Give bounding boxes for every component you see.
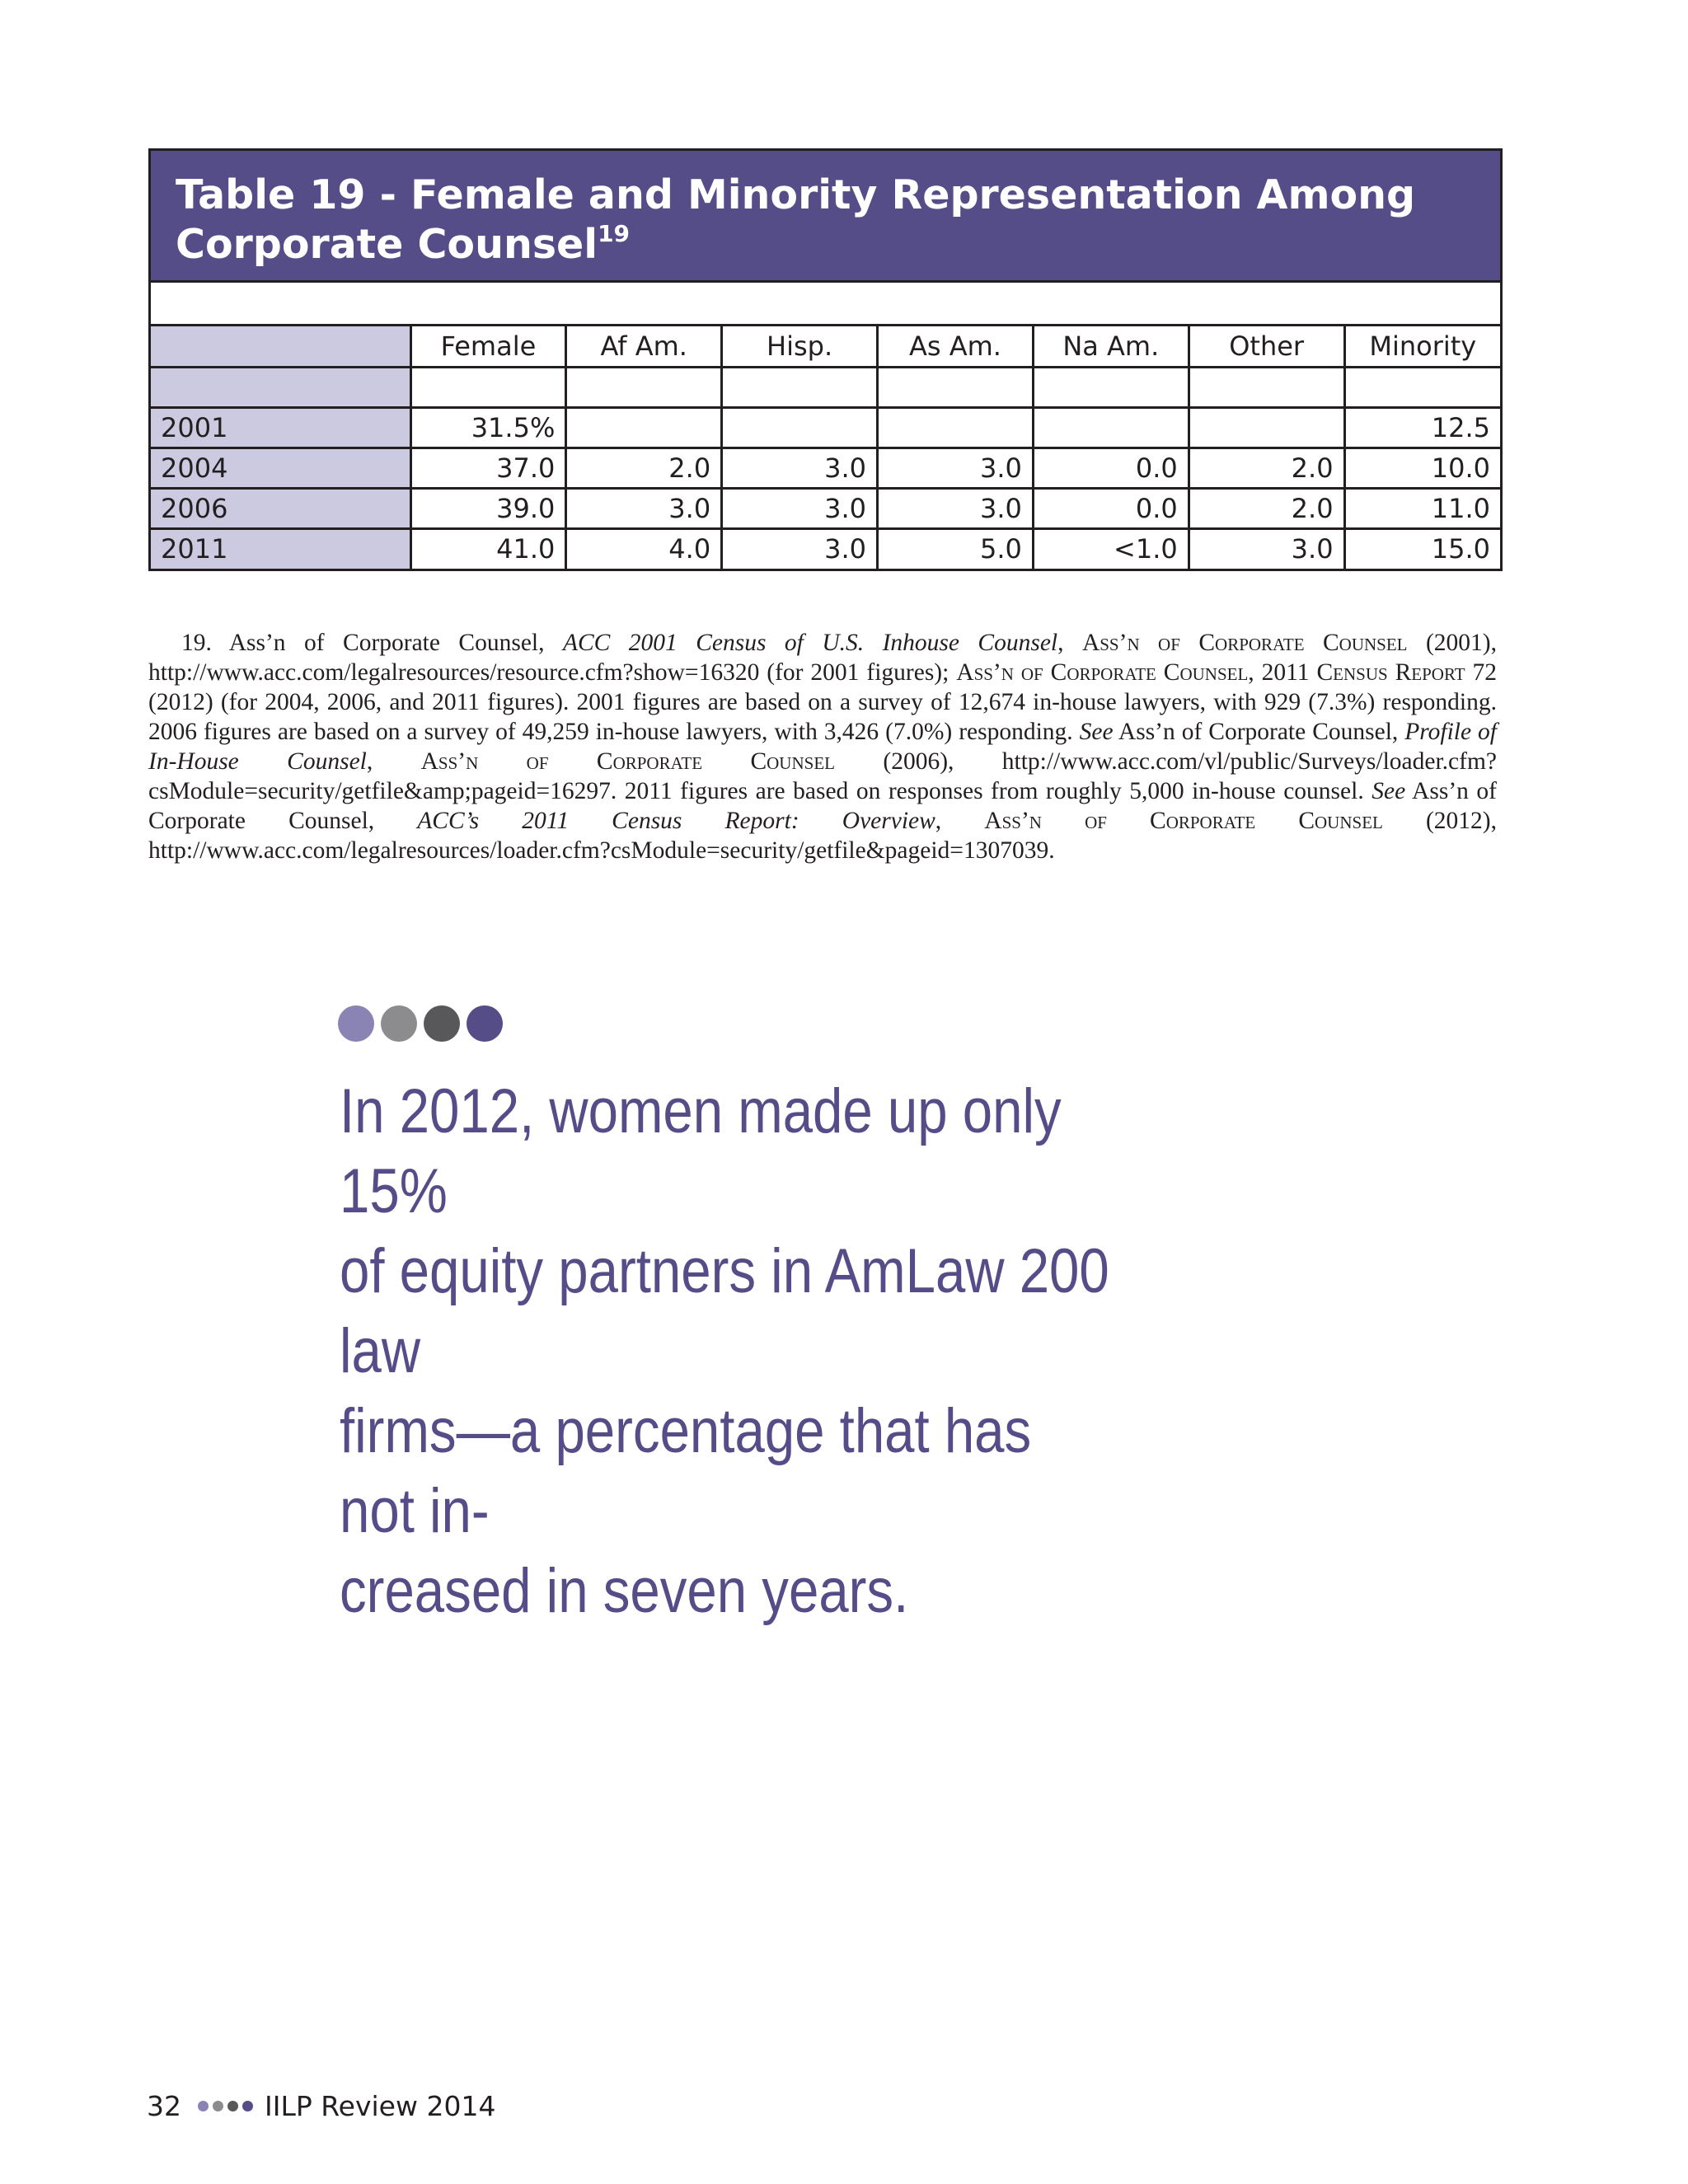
table-row (151, 488, 1500, 528)
page-number: 32 (147, 2090, 181, 2122)
pull-quote-line: creased in seven years. (340, 1556, 909, 1626)
footnote-italic: Profile of In-House Counsel (148, 719, 1497, 775)
table-cell: 11.0 (1344, 488, 1500, 528)
column-header: Minority (1344, 326, 1500, 367)
table-cell: 37.0 (410, 448, 566, 488)
column-header: Other (1189, 326, 1344, 367)
table-cell: 0.0 (1033, 488, 1189, 528)
pull-quote-line: of equity partners in AmLaw 200 law (340, 1236, 1109, 1386)
table-cell (878, 367, 1034, 407)
table-cell (1033, 367, 1189, 407)
footnote-text: , (1057, 630, 1082, 656)
footnote-smallcaps: Ass’n of Corporate Counsel, 2011 Census Report 72 (2012) (148, 659, 1497, 715)
table-cell: 31.5% (410, 407, 566, 448)
table-row (151, 528, 1500, 569)
dot-icon (338, 1005, 374, 1042)
table-cell: 41.0 (410, 528, 566, 569)
footnote-italic: See (1372, 778, 1406, 804)
column-header: Na Am. (1033, 326, 1189, 367)
column-header (151, 326, 410, 367)
table-cell: 3.0 (722, 488, 878, 528)
table-cell (722, 407, 878, 448)
row-label: 2004 (151, 448, 410, 488)
row-label (151, 367, 410, 407)
table-row (151, 367, 1500, 407)
publication-name: IILP Review 2014 (265, 2090, 496, 2122)
pull-quote-line: firms—a percentage that has not in- (340, 1396, 1032, 1546)
table-cell: 39.0 (410, 488, 566, 528)
row-label: 2011 (151, 528, 410, 569)
table-row (151, 448, 1500, 488)
page-footer (147, 2090, 495, 2122)
table-cell: 0.0 (1033, 448, 1189, 488)
table-cell (1344, 367, 1500, 407)
table-cell: <1.0 (1033, 528, 1189, 569)
footnote-smallcaps: Ass’n of Corporate Counsel (420, 748, 835, 775)
footnote-text: (for 2004, 2006, and 2011 figures). 2001 figures are based on a survey of 12,674 in-house lawyers, with 929 (7.3%) responding. 2006 figures are based on a survey of 49,259 in-house lawyers, with 3,426 (7.0%) responding. (148, 689, 1497, 745)
table-cell: 10.0 (1344, 448, 1500, 488)
dot-icon (227, 2101, 238, 2111)
footnote-text: Ass’n of Corporate Counsel, (1113, 719, 1405, 745)
footnote-italic: See (1079, 719, 1114, 745)
table-cell: 3.0 (722, 448, 878, 488)
column-header: Hisp. (722, 326, 878, 367)
table-cell (722, 367, 878, 407)
table-cell: 3.0 (722, 528, 878, 569)
table-row (151, 407, 1500, 448)
footnote-italic: ACC’s 2011 Census Report: Overview (417, 808, 935, 834)
footnote-text: (2001), http://www.acc.com/legalresources/resource.cfm?show=16320 (for 2001 figures); (148, 630, 1497, 686)
table-cell (566, 407, 722, 448)
pull-quote (340, 1071, 1119, 1631)
dot-icon (213, 2101, 223, 2111)
data-table-container (148, 148, 1503, 571)
table-cell (410, 367, 566, 407)
column-header: As Am. (878, 326, 1034, 367)
table-spacer-row (151, 283, 1500, 326)
footnote-text: Ass’n of Corporate Counsel, (148, 778, 1497, 834)
column-header: Female (410, 326, 566, 367)
decorative-dots (338, 1005, 503, 1042)
pull-quote-line: In 2012, women made up only 15% (340, 1076, 1062, 1226)
table-cell: 2.0 (1189, 448, 1344, 488)
footnote-smallcaps: Ass’n of Corporate Counsel (1081, 630, 1408, 656)
row-label: 2001 (151, 407, 410, 448)
table-cell: 3.0 (566, 488, 722, 528)
footnote-text: , (366, 748, 421, 775)
table-cell (1033, 407, 1189, 448)
footnote-text: , (935, 808, 985, 834)
table-cell: 4.0 (566, 528, 722, 569)
footer-dots (198, 2101, 253, 2111)
dot-icon (467, 1005, 503, 1042)
table-title (151, 151, 1500, 283)
table-cell (878, 407, 1034, 448)
footnote-italic: ACC 2001 Census of U.S. Inhouse Counsel (562, 630, 1058, 656)
footnote-reference: 19 (598, 220, 631, 247)
table-title-text: Table 19 - Female and Minority Representation Among Corporate Counsel (176, 171, 1416, 268)
row-label: 2006 (151, 488, 410, 528)
table-cell: 3.0 (878, 448, 1034, 488)
dot-icon (198, 2101, 209, 2111)
table-cell: 5.0 (878, 528, 1034, 569)
table-cell: 12.5 (1344, 407, 1500, 448)
footnote-text: (2012), http://www.acc.com/legalresources/loader.cfm?csModule=security/getfile&pageid=1307039. (148, 808, 1497, 864)
footnote-smallcaps: Ass’n of Corporate Counsel (984, 808, 1383, 834)
table-cell: 3.0 (1189, 528, 1344, 569)
table-cell (566, 367, 722, 407)
dot-icon (424, 1005, 460, 1042)
dot-icon (381, 1005, 417, 1042)
table-cell: 3.0 (878, 488, 1034, 528)
column-header: Af Am. (566, 326, 722, 367)
table-cell: 2.0 (1189, 488, 1344, 528)
footnote-text: 19. Ass’n of Corporate Counsel, (181, 630, 563, 656)
table-cell: 2.0 (566, 448, 722, 488)
table-cell (1189, 367, 1344, 407)
footnote-19 (148, 628, 1497, 865)
representation-table (151, 326, 1500, 569)
table-header-row (151, 326, 1500, 367)
dot-icon (242, 2101, 253, 2111)
table-cell: 15.0 (1344, 528, 1500, 569)
footnote-text: (2006), http://www.acc.com/vl/public/Surveys/loader.cfm?csModule=security/getfile&amp;pageid=16297. 2011 figures are based on responses from roughly 5,000 in-house counsel. (148, 748, 1498, 804)
table-cell (1189, 407, 1344, 448)
